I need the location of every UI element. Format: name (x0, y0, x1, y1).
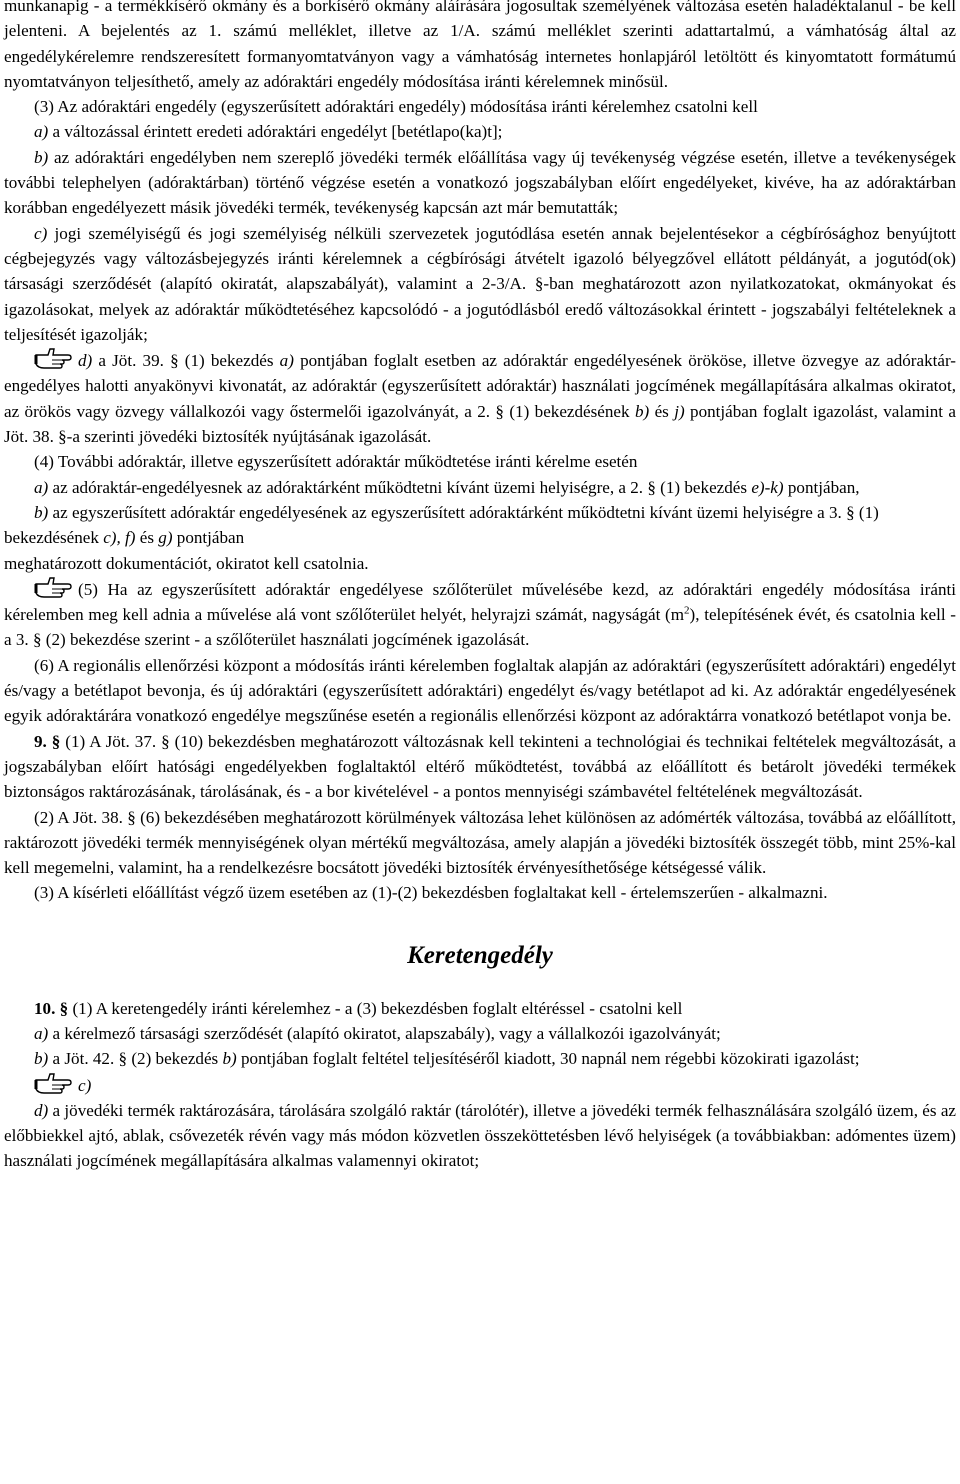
item-label: a) (34, 477, 49, 497)
section-symbol: § (46, 731, 66, 751)
ref-label: b) (634, 401, 650, 421)
ref-label: e)-k) (751, 477, 784, 497)
item-text: az adóraktár-engedélyesnek az adóraktárként működtetni kívánt üzemi helyiségre, a 2. § (1) bekezdés (48, 477, 752, 497)
item-label: a) (34, 122, 49, 142)
item-text: pontjában foglalt igazolást, valamint a Jöt. 38. §-a szerinti jövedéki biztosíték nyújtásának igazolását. (4, 401, 957, 447)
pointing-hand-icon (34, 347, 72, 369)
ref-label: g) (158, 528, 173, 548)
item-text: (1) A keretengedély iránti kérelemhez - a (3) bekezdésben foglalt eltéréssel - csatolni kell (72, 998, 683, 1018)
section-number: 9. (34, 731, 47, 751)
ref-label: j) (674, 401, 685, 421)
pointing-hand-icon (34, 1072, 72, 1094)
section-9-paragraph-2: (2) A Jöt. 38. § (6) bekezdésében meghatározott körülmények változása lehet különösen az adómérték változása, továbbá az előállított, raktározott jövedéki termék mennyiségének olyan mértékű megváltozása, amely alapján a jövedéki biztosíték összegét több, mint 25%-kal kell megemelni, valamint, ha a rendelkezésre bocsátott jövedéki biztosíték érvényesíthetősége kétségessé válik. (4, 807, 956, 878)
section-9-paragraph-3: (3) A kísérleti előállítást végző üzem esetében az (1)-(2) bekezdésben foglaltakat kell - értelemszerűen - alkalmazni. (34, 883, 828, 903)
item-text: a Jöt. 39. § (1) bekezdés (92, 351, 280, 371)
ref-label: c), f) (103, 528, 136, 548)
paragraph-4-a (4, 475, 956, 500)
item-label: a) (34, 1023, 49, 1043)
ref-label: a) (279, 351, 294, 371)
item-text: (5) Ha az egyszerűsített adóraktár engedélyese szőlőterület művelésébe kezd, az adóraktári engedély módosítása iránti kérelemben meg kell adnia a művelése alá vont szőlőterület helyét, helyrajzi számát, nagyságát (m (4, 579, 956, 625)
item-label: d) (78, 351, 93, 371)
paragraph-4-end: meghatározott dokumentációt, okiratot kell csatolnia. (4, 553, 369, 573)
paragraph-3-c (4, 221, 956, 347)
section-heading: Keretengedély (407, 941, 553, 969)
section-number: 10. (34, 998, 56, 1018)
item-text: a változással érintett eredeti adóraktári engedélyt [betétlapo(ka)t]; (48, 122, 503, 142)
superscript: 2 (684, 604, 690, 617)
item-label: b) (34, 147, 49, 167)
paragraph-4-intro: (4) További adóraktár, illetve egyszerűsített adóraktár működtetése iránti kérelme esetén (34, 452, 638, 472)
item-text: pontjában, (783, 477, 860, 497)
item-label: b) (34, 1049, 49, 1069)
item-label: b) (34, 502, 49, 522)
ref-label: b) (222, 1049, 237, 1069)
paragraph-5 (4, 576, 956, 653)
section-10-d (4, 1098, 956, 1174)
item-label: c) (34, 223, 48, 243)
item-text: és (649, 401, 675, 421)
item-text: a jövedéki termék raktározására, tárolására szolgáló raktár (tárolótér), illetve a jövedéki termék felhasználására szolgáló üzem, és az előbbiekkel ajtó, ablak, csővezeték révén vagy más módon közvetlen összeköttetésben lévő helyiségek (a továbbiakban: adómentes üzem) használati jogcímének megállapítására alkalmas valamennyi okiratot; (4, 1100, 956, 1171)
item-text: pontjában foglalt esetben az adóraktár engedélyesének örököse, illetve özvegye az adóraktár-engedélyes halotti anyakönyvi kivonatát, az adóraktár (egyszerűsített adóraktár) használati jogcímének megállapítására alkalmas okiratot, az örökös vagy özvegy vállalkozói vagy őstermelői igazolványát, a 2. § (1) bekezdésének (4, 351, 956, 421)
item-text: pontjában foglalt feltétel teljesítéséről kiadott, 30 napnál nem régebbi közokirati igazolást; (236, 1049, 860, 1069)
item-text: jogi személyiségű és jogi személyiség nélküli szervezetek jogutódlása esetén annak bejelentésekor a cégbírósághoz benyújtott cégbejegyzés vagy változásbejegyzés iránti kérelemnek a cégbírósági átvételt igazoló bélyegzővel ellátott példányát, a jogutód(ok) társasági szerződését (alapító okiratát, alapszabályát), valamint a 2-3/A. §-ban meghatározott azon nyilatkozatokat, okmányokat és igazolásokat, melyek az adóraktár működtetéséhez kapcsolódó - a jogutódlásból eredő változásokkal érintett - jogszabályi feltételeknek a teljesítését igazolják; (4, 223, 956, 344)
paragraph-3-a (4, 119, 956, 144)
item-text: ), telepítésének évét, és csatolnia kell - a 3. § (2) bekezdése szerint - a szőlőterület használati jogcímének igazolását. (4, 605, 956, 650)
section-10-a (4, 1021, 956, 1046)
section-10-paragraph-1 (4, 996, 956, 1021)
paragraph-4-b (4, 500, 956, 551)
item-text: (1) A Jöt. 37. § (10) bekezdésben meghatározott változásnak kell tekinteni a technológiai és technikai feltételek megváltozását, a jogszabályban előírt hatósági engedélyekben foglaltaktól eltérő működtetést, továbbá az előállított és betárolt jövedéki termékek biztonságos raktározásának, tárolásának, és - a bor kivételével - a pontos mennyiségi számbavétel feltételének megváltozását. (4, 731, 957, 802)
paragraph-continuation: munkanapig - a termékkísérő okmány és a borkísérő okmány aláírására jogosultak személyének változása esetén haladéktalanul - be kell jelenteni. A bejelentés az 1. számú melléklet, illetve az 1/A. számú melléklet szerinti adattartalmú, a vámhatóság által az engedélykérelemre rendszeresített formanyomtatványon vagy a vámhatóság internetes honlapjáról letöltött és kinyomtatott formátumú nyomtatványon teljesíthető, amely az adóraktári engedély módosítása iránti kérelemnek minősül. (4, 0, 956, 91)
item-label: c) (78, 1075, 92, 1095)
item-text: a Jöt. 42. § (2) bekezdés (48, 1049, 223, 1069)
section-symbol: § (55, 998, 73, 1018)
paragraph-3-intro: (3) Az adóraktári engedély (egyszerűsített adóraktári engedély) módosítása iránti kérelemhez csatolni kell (34, 97, 758, 117)
section-9-paragraph-1 (4, 729, 956, 805)
paragraph-3-b (4, 145, 956, 221)
item-label: d) (34, 1100, 49, 1120)
item-text: és (135, 528, 159, 548)
item-text: az egyszerűsített adóraktár engedélyesének az egyszerűsített adóraktárként működtetni kívánt üzemi helyiségre a 3. § (1) bekezdésének (4, 502, 879, 548)
section-10-c (4, 1072, 956, 1098)
section-10-b (4, 1046, 956, 1071)
paragraph-3-d (4, 347, 956, 449)
pointing-hand-icon (34, 576, 72, 598)
item-text: pontjában (172, 528, 245, 548)
item-text: a kérelmező társasági szerződését (alapító okiratot, alapszabály), vagy a vállalkozói igazolványát; (48, 1023, 721, 1043)
paragraph-6: (6) A regionális ellenőrzési központ a módosítás iránti kérelemben foglaltak alapján az adóraktári (egyszerűsített adóraktári) engedélyt és/vagy a betétlapot bevonja, és új adóraktári (egyszerűsített adóraktári) engedélyt és/vagy betétlapot ad ki. Az adóraktár engedélyesének egyik adóraktárára vonatkozó engedélye megszűnése esetén a regionális ellenőrzési központ az adóraktárra vonatkozó betétlapot vonja be. (4, 655, 956, 726)
item-text: az adóraktári engedélyben nem szereplő jövedéki termék előállítása vagy új tevékenység végzése esetén, illetve a tevékenységek további telephelyen (adóraktárban) történő végzése esetén a vonatkozó jogszabályban előírt engedélyeket, kivéve, ha az adóraktárban korábban engedélyezett másik jövedéki termék, tevékenység kapcsán azt már bemutatták; (4, 147, 956, 218)
